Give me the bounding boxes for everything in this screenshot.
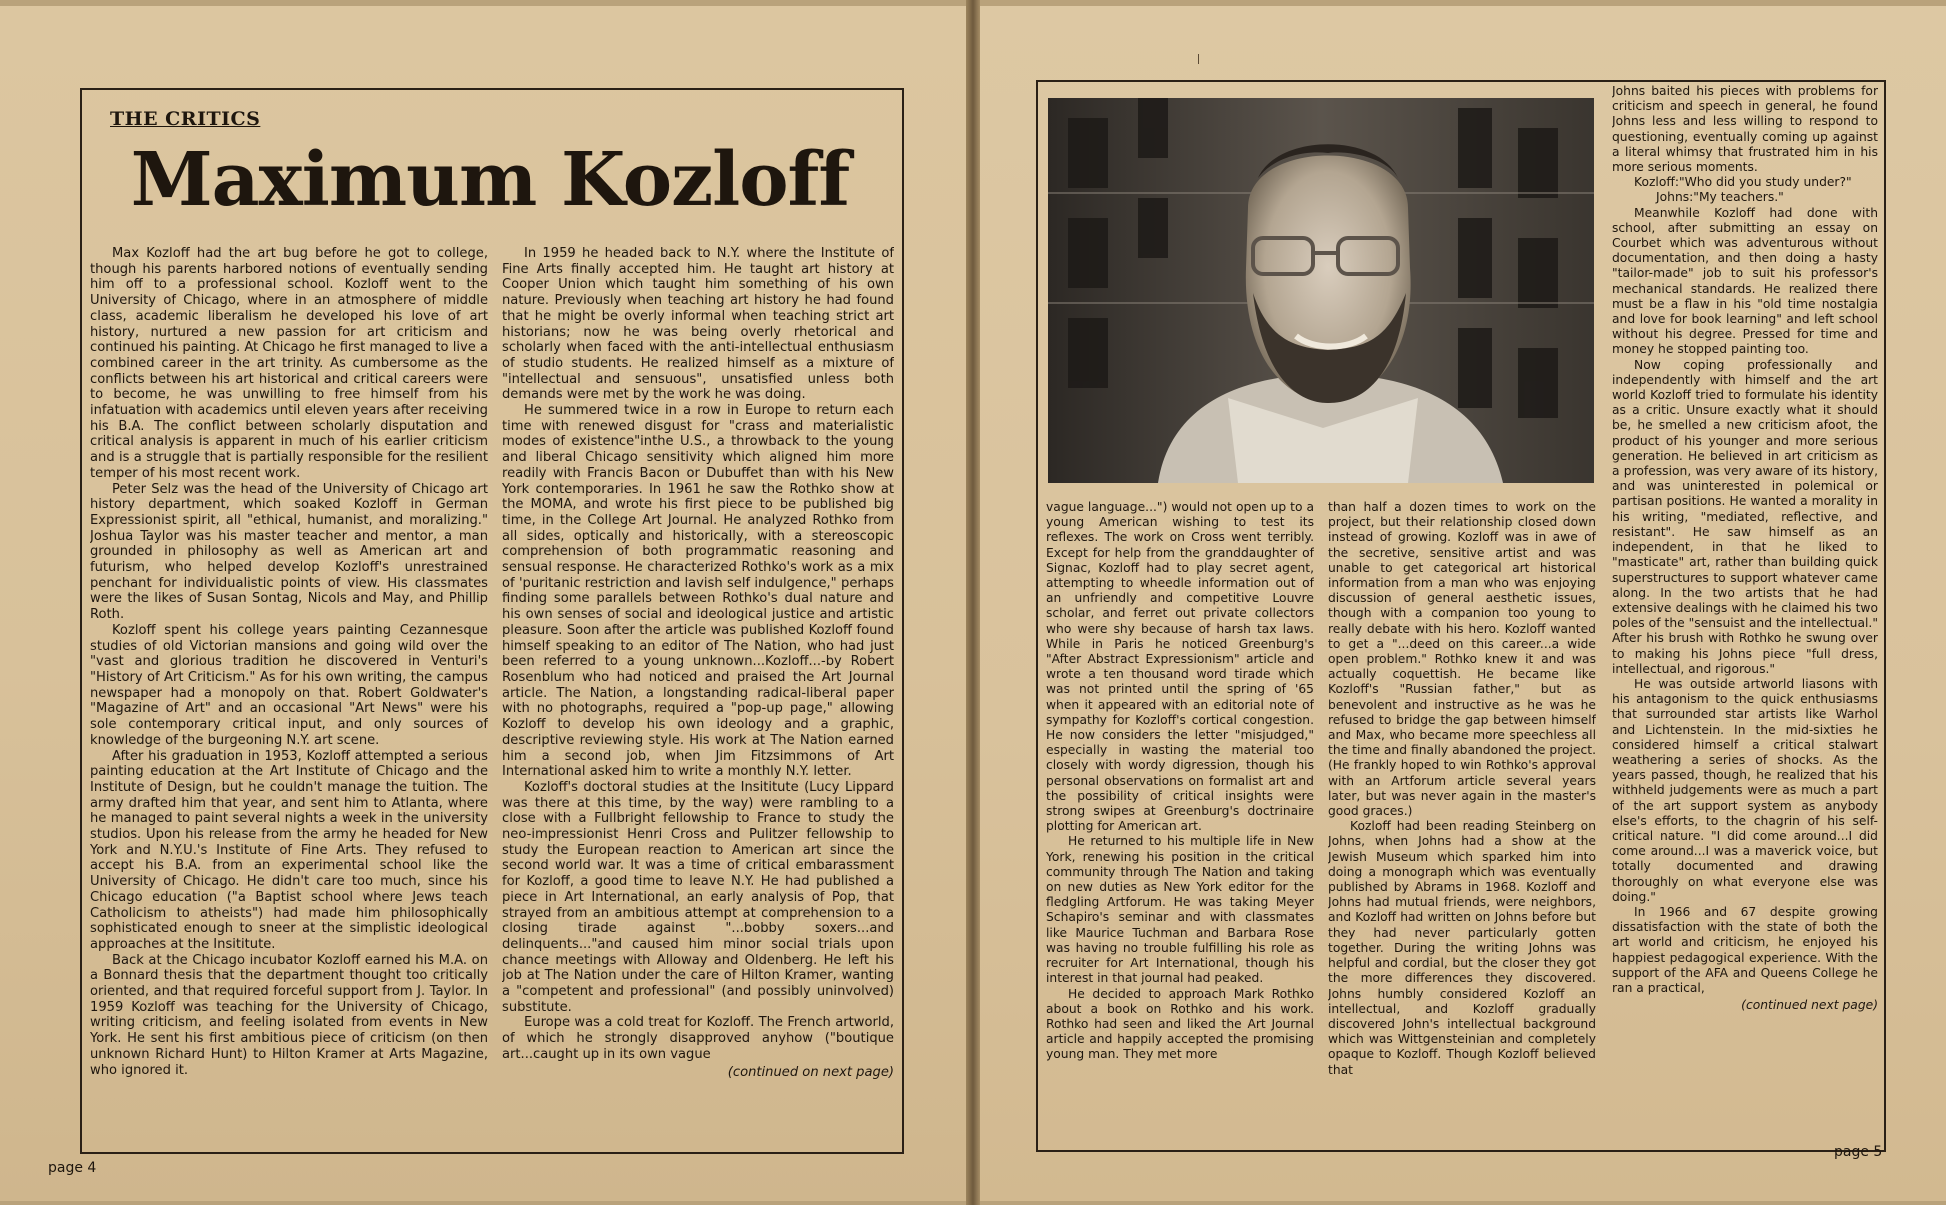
paragraph: In 1966 and 67 despite growing dissatisfaction with the state of both the art world and criticism, he enjoyed his happiest pedagogical experience. With the support of the AFA and Queens College he ran a practical, — [1612, 904, 1878, 995]
binding-gutter — [966, 0, 980, 1205]
continued-note: (continued on next page) — [727, 1064, 894, 1080]
paragraph: He decided to approach Mark Rothko about a book on Rothko and his work. Rothko had seen and liked the Art Journal article and happily accepted the promising young man. They met more — [1046, 986, 1314, 1062]
paragraph: Kozloff had been reading Steinberg on Johns, when Johns had a show at the Jewish Museum which sparked him into doing a monograph which was eventually published by Abrams in 1968. Kozloff and Johns had mutual friends, were neighbors, and Kozloff had written on Johns before but they had never particularly gotten together. During the writing Johns was helpful and cordial, but the closer they got the more differences they discovered. Johns humbly considered Kozloff an intellectual, and Kozloff gradually discovered John's intellectual background which was Wittgensteinian and completely opaque to Kozloff. Though Kozloff believed that — [1328, 819, 1596, 1077]
paragraph: He was outside artworld liasons with his antagonism to the quick enthusiasms that surrounded star artists like Warhol and Lichtenstein. In the mid-sixties he considered himself a critical stalwart weathering a series of shocks. As the years passed, though, he realized that his withheld judgements were as much a part of the art support system as anybody else's efforts, to the chagrin of his self-critical nature. "I did come around...I did come around...I was a maverick voice, but totally documented and drawing thoroughly on what everyone else was doing." — [1612, 676, 1878, 904]
paragraph: Max Kozloff had the art bug before he got to college, though his parents harbored notions of eventually sending him off to a professional school. Kozloff went to the University of Chicago, where in an atmosphere of middle class, academic liberalism he developed his love of art history, nurtured a new passion for art criticism and continued his painting. At Chicago he first managed to live a combined career in the art trinity. As cumbersome as the conflicts between his art historical and critical careers were to become, he was unwilling to free himself from his infatuation with academics until eleven years after receiving his B.A. The conflict between scholarly disputation and critical analysis is apparent in much of his earlier criticism and is a struggle that is partially responsible for the resilient temper of his most recent work. — [90, 246, 488, 481]
paragraph: Kozloff:"Who did you study under?" — [1634, 175, 1852, 190]
left-column-2 — [502, 246, 894, 1144]
right-column-1 — [1046, 500, 1314, 1140]
article-headline: Maximum Kozloff — [130, 137, 850, 223]
paragraph: Peter Selz was the head of the University of Chicago art history department, which soaked Kozloff in German Expressionist spirit, all "ethical, humanist, and moralizing." Joshua Taylor was his master teacher and mentor, a man grounded in philosophy as well as American art and futurism, who helped develop Kozloff's unrestrained penchant for individualistic points of view. His classmates were the likes of Susan Sontag, Nicols and May, and Phillip Roth. — [90, 481, 488, 623]
right-column-3 — [1612, 84, 1878, 1140]
paragraph: He returned to his multiple life in New York, renewing his position in the critical community through The Nation and taking on new duties as New York editor for the fledgling Artforum. He was taking Meyer Schapiro's seminar and with classmates like Maurice Tuchman and Barbara Rose was having no trouble fulfilling his role as recruiter for Art International, though his interest in that journal had peaked. — [1046, 834, 1314, 986]
paragraph: In 1959 he headed back to N.Y. where the Institute of Fine Arts finally accepted him. He taught art history at Cooper Union which taught him something of his own nature. Previously when teaching art history he had found that he might be overly informal when teaching strict art historians; now he was being overly rhetorical and scholarly when faced with the anti-intellectual enthusiasm of studio students. He realized himself as a mixture of "intellectual and sensuous", unsatisfied unless both demands were met by the work he was doing. — [502, 246, 894, 403]
paragraph: Kozloff spent his college years painting Cezannesque studies of old Victorian mansions and going wild over the "vast and glorious tradition he discovered in Venturi's "History of Art Criticism." As for his own writing, the campus newspaper had a monopoly on that. Robert Goldwater's "Magazine of Art" and an occasional "Art News" were his sole contemporary critical input, and only sources of knowledge of the burgeoning N.Y. art scene. — [90, 622, 488, 748]
paragraph: Now coping professionally and independently with himself and the art world Kozloff tried to formulate his identity as a critic. Unsure exactly what it should be, he smelled a new criticism afoot, the product of his younger and more serious generation. He believed in art criticism as a profession, was very aware of its history, and was uninterested in polemical or partisan positions. He wanted a morality in his writing, "mediated, reflective, and resistant". He saw himself as an independent, in that he liked to "masticate" art, rather than building quick superstructures to support whatever came along. In the two artists that he had extensive dealings with he claimed his two poles of the "sensuist and the intellectual." After his brush with Rothko he swung over to making his Johns piece "full dress, intellectual, and rigorous." — [1612, 357, 1878, 676]
paragraph: Back at the Chicago incubator Kozloff earned his M.A. on a Bonnard thesis that the department thought too critically oriented, and that required forceful support from J. Taylor. In 1959 Kozloff was teaching for the University of Chicago, writing criticism, and feeling isolated from events in New York. He sent his first ambitious piece of criticism (on then unknown Richard Hunt) to Hilton Kramer at Arts Magazine, who ignored it. — [90, 952, 488, 1078]
paragraph: vague language...") would not open up to a young American wishing to test its reflexes. The work on Cross went terribly. Except for help from the granddaughter of Signac, Kozloff had to play secret agent, attempting to wheedle information out of an unfriendly and competitive Louvre scholar, and ferret out private collectors who were shy because of harsh tax laws. While in Paris he noticed Greenburg's "After Abstract Expressionism" article and wrote a ten thousand word tirade which was not printed until the spring of '65 when it appeared with an editorial note of sympathy for Kozloff's cortical congestion. He now considers the letter "misjudged," especially in wasting the material too closely with wordy digression, though his personal observations on formalist art and the possibility of critical insights were strong swipes at Greenburg's doctrinaire plotting for American art. — [1046, 500, 1314, 834]
left-column-1 — [90, 246, 488, 1144]
crop-mark — [1198, 54, 1199, 64]
right-column-2 — [1328, 500, 1596, 1140]
portrait-photo — [1048, 98, 1594, 483]
paragraph: Meanwhile Kozloff had done with school, after submitting an essay on Courbet which was adventurous without documentation, and then doing a hasty "tailor-made" job to suit his professor's mechanical standards. He realized there must be a flaw in his "old time nostalgia and love for book learning" and left school without his degree. Pressed for time and money he stopped painting too. — [1612, 205, 1878, 357]
paragraph: Kozloff's doctoral studies at the Insititute (Lucy Lippard was there at this time, by the way) were rambling to a close with a Fullbright fellowship to France to study the neo-impressionist Henri Cross and Pulitzer fellowship to study the European reaction to American art since the second world war. It was a time of critical embarassment for Kozloff, a good time to leave N.Y. He had published a piece in Art International, an early analysis of Pop, that strayed from an ambitious attempt at comprehension to a closing tirade against "...bobby soxers...and delinquents..."and caused him minor social trials upon chance meetings with Alloway and Oldenberg. He left his job at The Nation under the care of Hilton Kramer, wanting a "competent and professional" (and possibly uninvolved) substitute. — [502, 779, 894, 1015]
paragraph: Johns:"My teachers." — [1656, 190, 1784, 205]
portrait-photo-image — [1048, 98, 1594, 483]
paragraph: Johns baited his pieces with problems for criticism and speech in general, he found Johns less and less willing to respond to questioning, eventually coming up against a literal whimsy that frustrated him in his more serious moments. — [1612, 84, 1878, 175]
section-kicker: THE CRITICS — [110, 108, 261, 130]
paragraph: He summered twice in a row in Europe to return each time with renewed disgust for "crass and materialistic modes of existence"inthe U.S., a throwback to the young and liberal Chicago sensitivity which aligned him more readily with Francis Bacon or Dubuffet than with his New York contemporaries. In 1961 he saw the Rothko show at the MOMA, and wrote his first piece to be published big time, in the College Art Journal. He analyzed Rothko from all sides, optically and historically, with a stereoscopic comprehension of both programmatic reasoning and sensual response. He characterized Rothko's work as a mix of 'puritanic restriction and lavish self indulgence," perhaps finding some parallels between Rothko's dual nature and his own senses of social and ideological justice and artistic pleasure. Soon after the article was published Kozloff found himself speaking to an editor of The Nation, who had just been referred to a young unknown...Kozloff...-by Robert Rosenblum who had noticed and praised the Art Journal article. The Nation, a longstanding radical-liberal paper with no photographs, required a "pop-up page," allowing Kozloff to develop his own ideology and a graphic, descriptive reviewing style. His work at The Nation earned him a second job, when Jim Fitzsimmons of Art International asked him to write a monthly N.Y. letter. — [502, 403, 894, 780]
continued-note: (continued next page) — [1741, 998, 1878, 1013]
paragraph: than half a dozen times to work on the project, but their relationship closed down instead of growing. Kozloff was in awe of the secretive, sensitive artist and was unable to get categorical art historical information from a man who was enjoying discussion of general aesthetic issues, though with a companion too young to really debate with his hero. Kozloff wanted to get a "...deed on this career...a wide open problem." Rothko knew it and was actually coquettish. He became like Kozloff's "Russian father," but as benevolent and instructive as he was he refused to bridge the gap between himself and Max, who became more speechless all the time and finally abandoned the project. (He frankly hoped to win Rothko's approval with an Artforum article several years later, but was never again in the master's good graces.) — [1328, 500, 1596, 819]
page-number: page 4 — [48, 1160, 97, 1176]
paragraph: Europe was a cold treat for Kozloff. The French artworld, of which he strongly disapproved anyhow ("boutique art...caught up in its own vague — [502, 1015, 894, 1062]
paragraph: After his graduation in 1953, Kozloff attempted a serious painting education at the Art Institute of Chicago and the Institute of Design, but he couldn't manage the tuition. The army drafted him that year, and sent him to Atlanta, where he managed to paint several nights a week in the university studios. Upon his release from the army he headed for New York and N.Y.U.'s Institute of Fine Arts. They refused to accept his B.A. from an experimental school like the University of Chicago. He didn't care too much, since his Chicago education ("a Baptist school where Jews teach Catholicism to atheists") had made him philosophically sophisticated enough to sneer at the simplistic ideological approaches at the Insititute. — [90, 748, 488, 952]
page-number: page 5 — [1834, 1144, 1883, 1160]
